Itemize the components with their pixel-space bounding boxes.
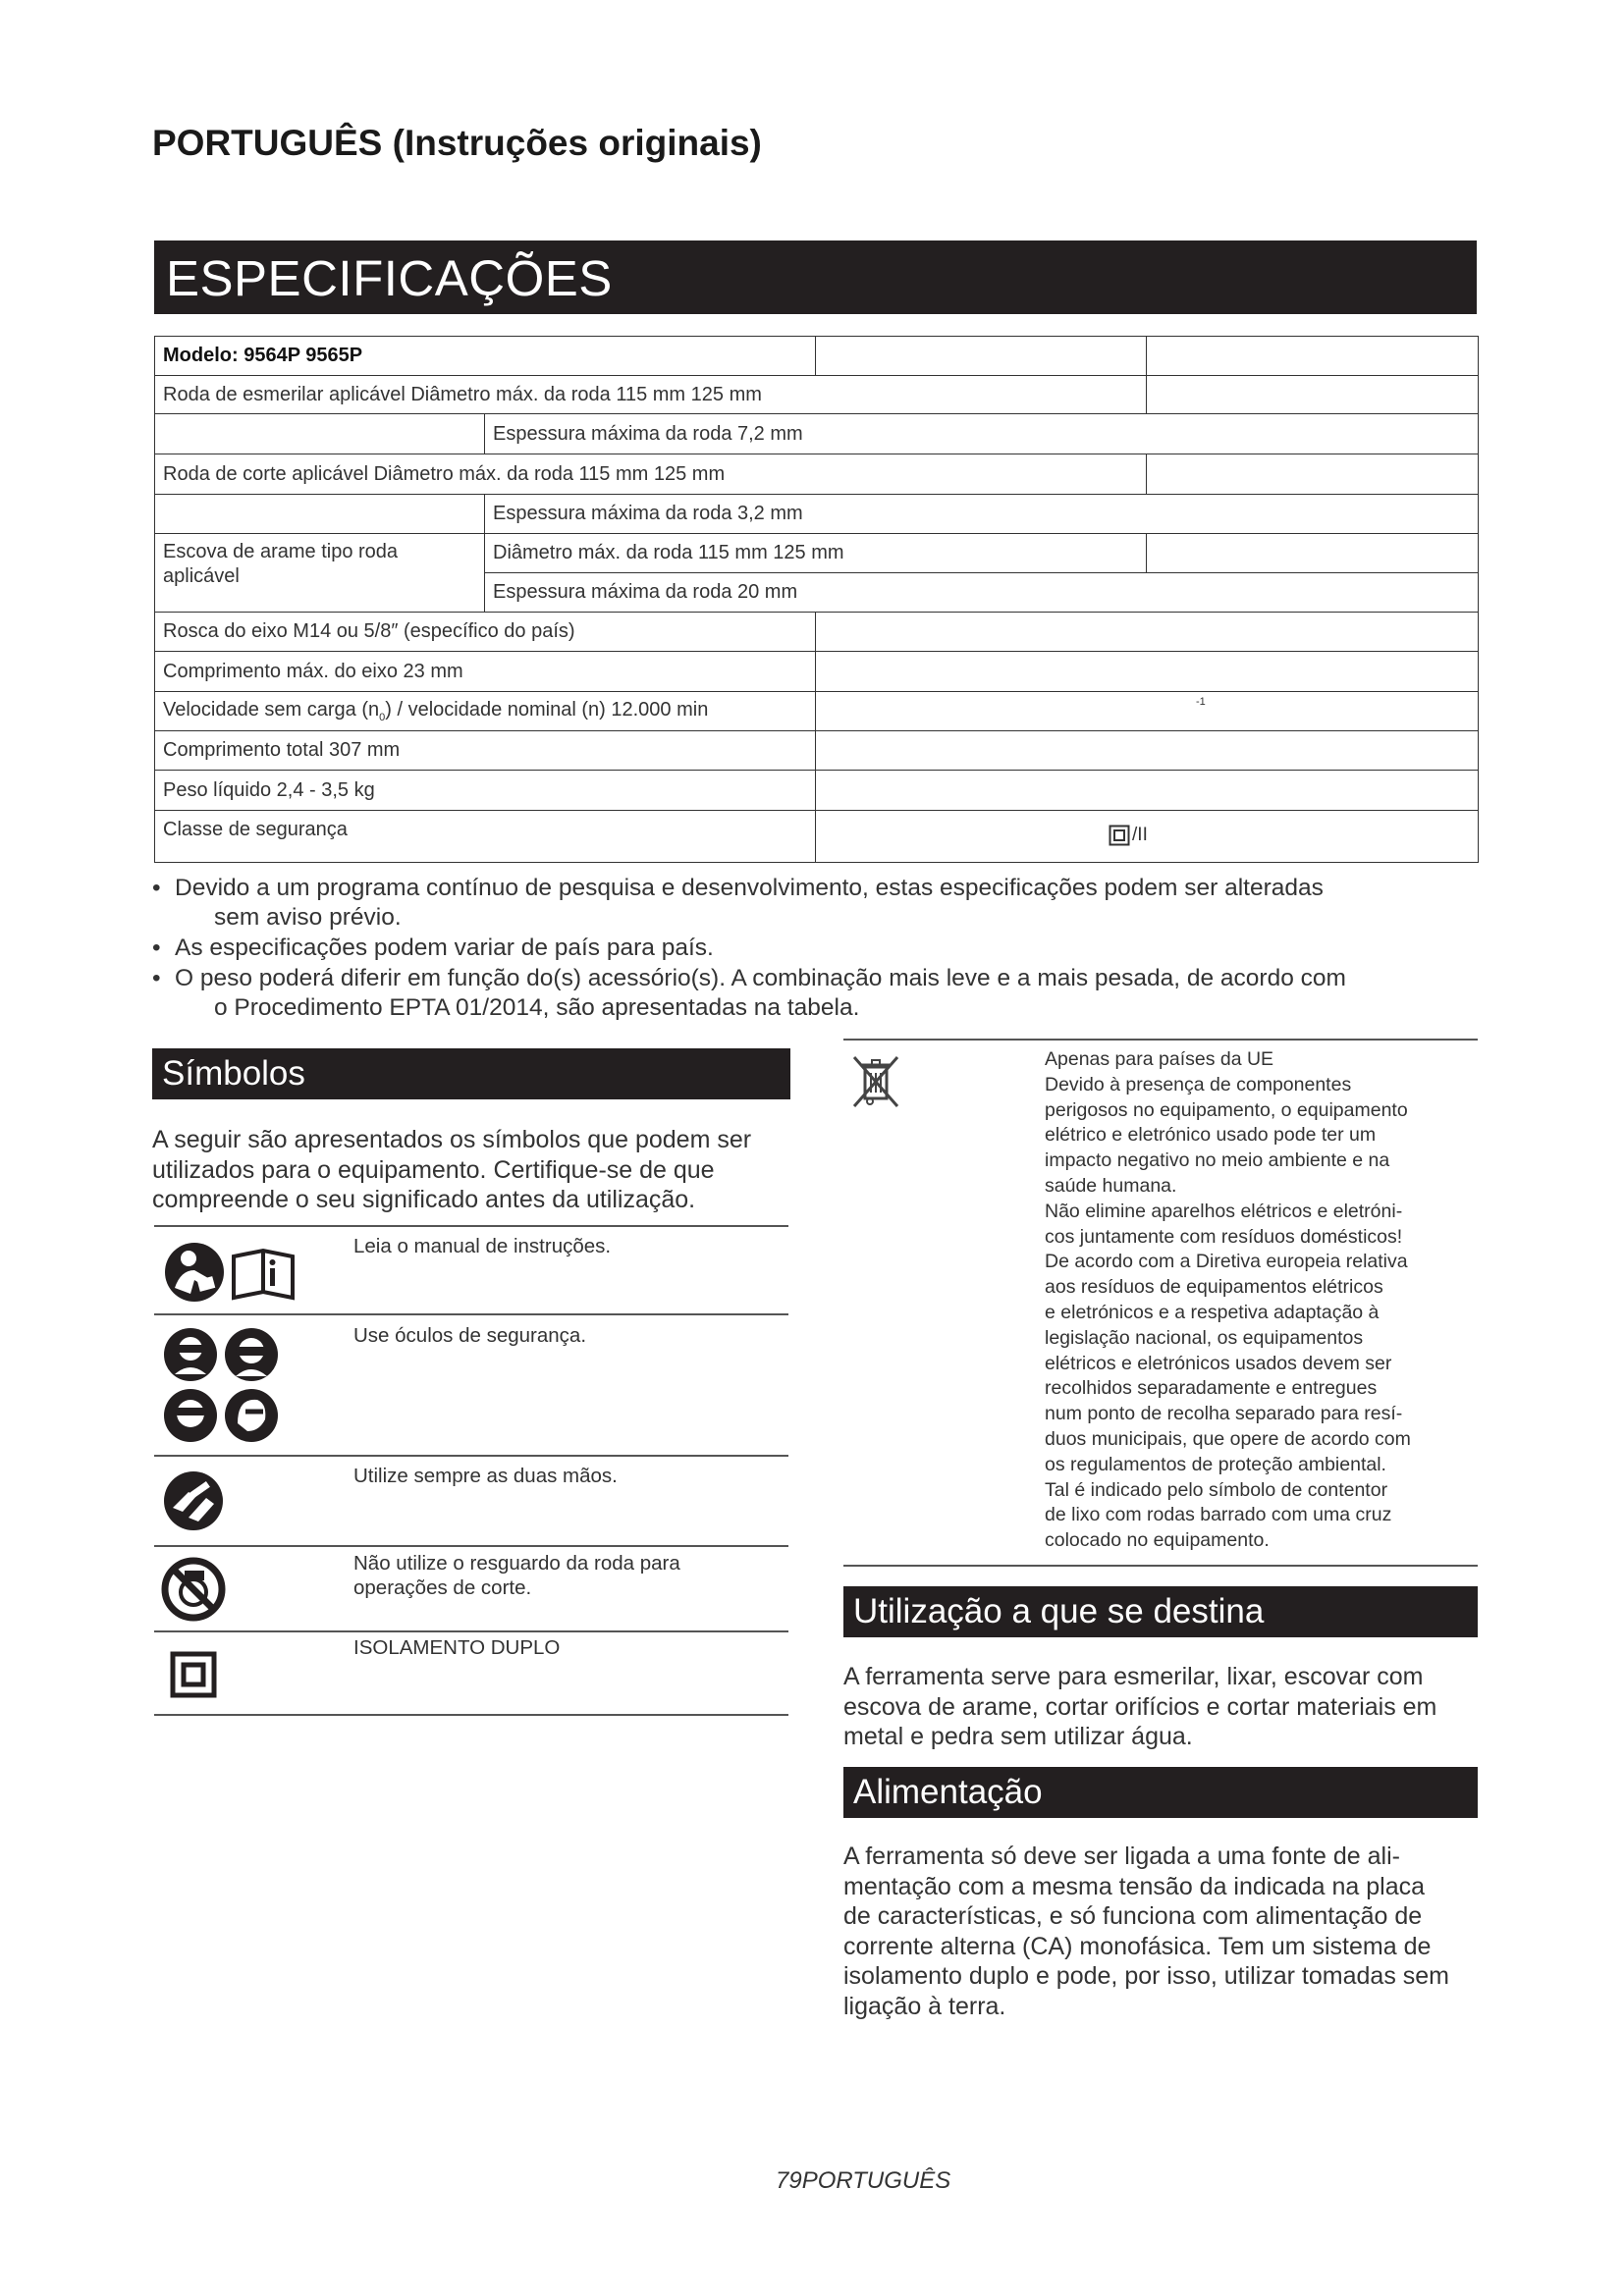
symbol-table-divider — [154, 1455, 788, 1457]
spec-cell-empty — [816, 731, 1479, 771]
spec-cutting-wheel-diameter: Roda de corte aplicável Diâmetro máx. da roda 115 mm 125 mm — [155, 454, 1147, 495]
double-insulation-icon — [1109, 825, 1130, 846]
page-footer: 79PORTUGUÊS — [776, 2167, 951, 2194]
intended-use-heading: Utilização a que se destina — [843, 1586, 1478, 1637]
symbol-no-wheel-guard-text: Não utilize o resguardo da roda para operações de corte. — [353, 1552, 680, 1599]
table-row — [155, 652, 1479, 692]
symbol-table-divider — [154, 1225, 788, 1227]
double-insulation-icon — [170, 1651, 217, 1703]
spec-speed-text-a: Velocidade sem carga (n — [163, 699, 380, 721]
list-item: • As especificações podem variar de país para país. — [152, 934, 714, 961]
read-manual-icon — [161, 1239, 298, 1312]
spec-cell-empty — [1147, 454, 1479, 495]
spec-spindle-length: Comprimento máx. do eixo 23 mm — [155, 652, 816, 692]
table-row — [155, 771, 1479, 811]
symbol-table-divider — [154, 1545, 788, 1547]
weee-top-divider — [843, 1039, 1478, 1041]
spec-overall-length: Comprimento total 307 mm — [155, 731, 816, 771]
table-row — [155, 534, 1479, 573]
safety-glasses-icon — [161, 1325, 283, 1452]
spec-model: Modelo: 9564P 9565P — [155, 337, 816, 376]
spec-cell-empty — [816, 613, 1479, 652]
spec-cell-empty — [816, 652, 1479, 692]
spec-speed-exponent: -1 — [1196, 696, 1206, 708]
power-supply-heading: Alimentação — [843, 1767, 1478, 1818]
weee-bottom-divider — [843, 1565, 1478, 1567]
weee-disposal-text: Apenas para países da UE Devido à presença de componentes perigosos no equipamento, o equipamento elétrico e eletrónico usado pode ter um impacto negativo no meio ambiente e na saúde humana. Não elimine aparelhos elétricos e eletróni- cos juntamente com resíduos domésticos! De acordo com a Diretiva europeia relativa aos resíduos de equipamentos elétricos e eletrónicos e a respetiva adaptação à legislação nacional, os equipamentos elétricos e eletrónicos usados devem ser recolhidos separadamente e entregues num ponto de recolha separado para resí- duos municipais, que opere de acordo com os regulamentos de proteção ambiental. Tal é indicado pelo símbolo de contentor de lixo com rodas barrado com uma cruz colocado no equipamento. — [1045, 1048, 1411, 1552]
table-row — [155, 495, 1479, 534]
list-item: • Devido a um programa contínuo de pesquisa e desenvolvimento, estas especificações podem ser alteradas sem aviso prévio. — [152, 875, 1324, 931]
spec-cell-empty — [816, 337, 1147, 376]
specifications-table — [154, 336, 1479, 863]
specifications-heading: ESPECIFICAÇÕES — [154, 240, 1477, 314]
spec-wire-brush-diameter: Diâmetro máx. da roda 115 mm 125 mm — [485, 534, 1147, 573]
symbol-table-divider — [154, 1313, 788, 1315]
table-row — [155, 414, 1479, 454]
spec-grinding-wheel-thickness: Espessura máxima da roda 7,2 mm — [485, 414, 1479, 454]
spec-wire-brush-thickness: Espessura máxima da roda 20 mm — [485, 573, 1479, 613]
symbol-safety-glasses-text: Use óculos de segurança. — [353, 1324, 587, 1347]
table-row — [155, 337, 1479, 376]
symbol-two-hands-text: Utilize sempre as duas mãos. — [353, 1465, 618, 1487]
symbols-intro: A seguir são apresentados os símbolos que podem ser utilizados para o equipamento. Certifique-se de que compreende o seu significado antes da utilização. — [152, 1126, 752, 1213]
power-supply-text: A ferramenta só deve ser ligada a uma fonte de ali- mentação com a mesma tensão da indicada na placa de características, e só funciona com alimentação de corrente alterna (CA) monofásica. Tem um sistema de isolamento duplo e pode, por isso, utilizar tomadas sem ligação à terra. — [843, 1842, 1449, 2020]
spec-speed-subscript: 0 — [379, 712, 386, 723]
list-item: • O peso poderá diferir em função do(s) acessório(s). A combinação mais leve e a mais pesada, de acordo com o Procedimento EPTA 01/2014, são apresentadas na tabela. — [152, 965, 1346, 1021]
symbol-double-insulation-text: ISOLAMENTO DUPLO — [353, 1636, 561, 1659]
spec-cell-empty — [155, 414, 485, 454]
intended-use-text: A ferramenta serve para esmerilar, lixar, escovar com escova de arame, cortar orifícios e cortar materiais em metal e pedra sem utilizar água. — [843, 1663, 1437, 1750]
spec-net-weight: Peso líquido 2,4 - 3,5 kg — [155, 771, 816, 811]
spec-safety-class: Classe de segurança — [155, 811, 816, 863]
table-row — [155, 811, 1479, 863]
crossed-out-wheelie-bin-icon — [850, 1053, 903, 1115]
spec-cell-empty — [1147, 534, 1479, 573]
symbols-heading: Símbolos — [152, 1048, 790, 1099]
spec-notes-list — [152, 874, 1478, 1024]
table-row — [155, 454, 1479, 495]
no-wheel-guard-icon — [161, 1557, 226, 1627]
spec-speed — [155, 692, 816, 731]
table-row — [155, 692, 1479, 731]
table-row — [155, 613, 1479, 652]
spec-safety-class-value: /II — [1109, 825, 1148, 846]
spec-grinding-wheel-diameter: Roda de esmerilar aplicável Diâmetro máx. da roda 115 mm 125 mm — [155, 376, 1147, 414]
spec-speed-text-b: ) / velocidade nominal (n) 12.000 min — [385, 699, 709, 721]
spec-safety-class-value-cell — [816, 811, 1479, 863]
spec-cell-empty — [155, 495, 485, 534]
table-row — [155, 731, 1479, 771]
table-row — [155, 376, 1479, 414]
spec-spindle-thread: Rosca do eixo M14 ou 5/8″ (específico do país) — [155, 613, 816, 652]
page-language-title: PORTUGUÊS (Instruções originais) — [152, 123, 762, 163]
spec-speed-unit-cell — [816, 692, 1479, 731]
symbol-table-divider — [154, 1714, 788, 1716]
symbol-read-manual-text: Leia o manual de instruções. — [353, 1235, 612, 1257]
spec-cell-empty — [1147, 337, 1479, 376]
spec-cell-empty — [1147, 376, 1479, 414]
spec-cell-empty — [816, 771, 1479, 811]
two-hands-icon — [161, 1468, 226, 1538]
symbol-table-divider — [154, 1630, 788, 1632]
spec-cutting-wheel-thickness: Espessura máxima da roda 3,2 mm — [485, 495, 1479, 534]
spec-wire-brush-label: Escova de arame tipo roda aplicável — [155, 534, 485, 613]
